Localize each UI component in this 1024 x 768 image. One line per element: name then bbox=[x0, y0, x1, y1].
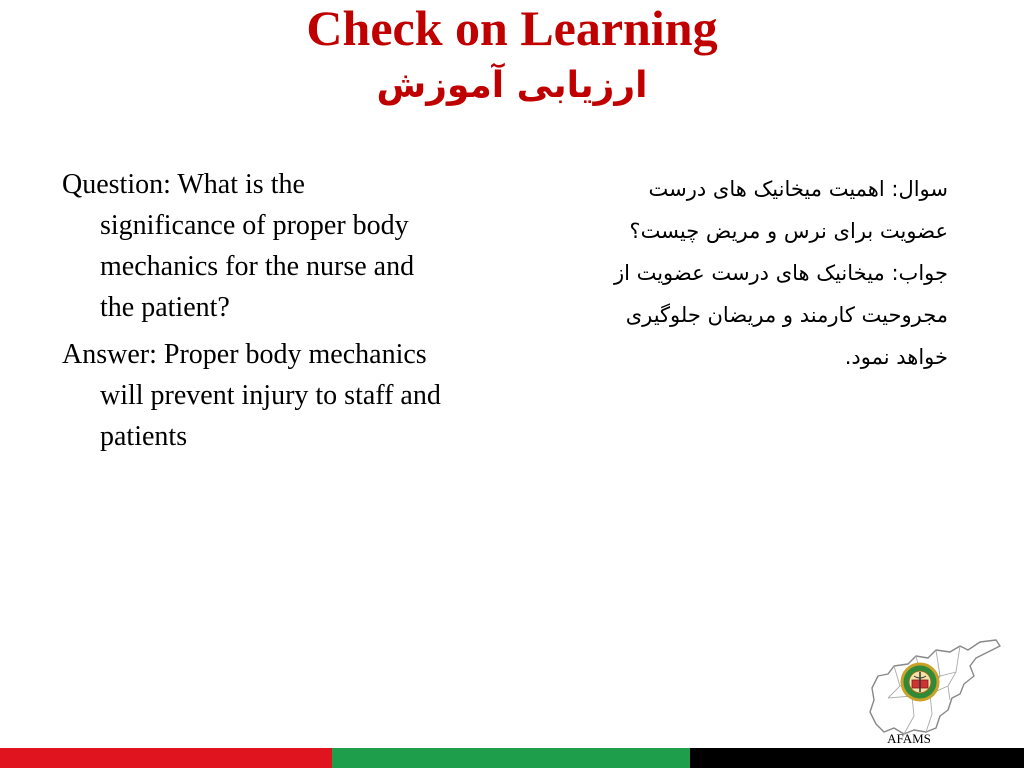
slide-title-dari: ارزیابی آموزش bbox=[376, 65, 648, 106]
bar-segment-black bbox=[690, 748, 1024, 768]
slide-title: Check on Learning bbox=[306, 0, 718, 56]
english-content bbox=[62, 164, 442, 463]
dari-question-text: سوال: اهمیت میخانیک های درست عضویت برای نرس و مریض چیست؟ bbox=[629, 177, 948, 243]
flag-color-bar bbox=[0, 748, 1024, 768]
bar-segment-red bbox=[0, 748, 332, 768]
dari-content bbox=[580, 168, 948, 378]
dari-answer-text: جواب: میخانیک های درست عضویت از مجروحیت کارمند و مریضان جلوگیری خواهد نمود. bbox=[613, 261, 948, 369]
title-block bbox=[0, 0, 1024, 114]
logo-caption: AFAMS bbox=[887, 731, 931, 746]
bar-segment-green bbox=[332, 748, 690, 768]
question-text: Question: What is the significance of proper body mechanics for the nurse and the patient? bbox=[62, 169, 415, 323]
afghanistan-map-emblem-icon bbox=[864, 636, 1004, 746]
answer-text: Answer: Proper body mechanics will prevent injury to staff and patients bbox=[62, 339, 441, 452]
